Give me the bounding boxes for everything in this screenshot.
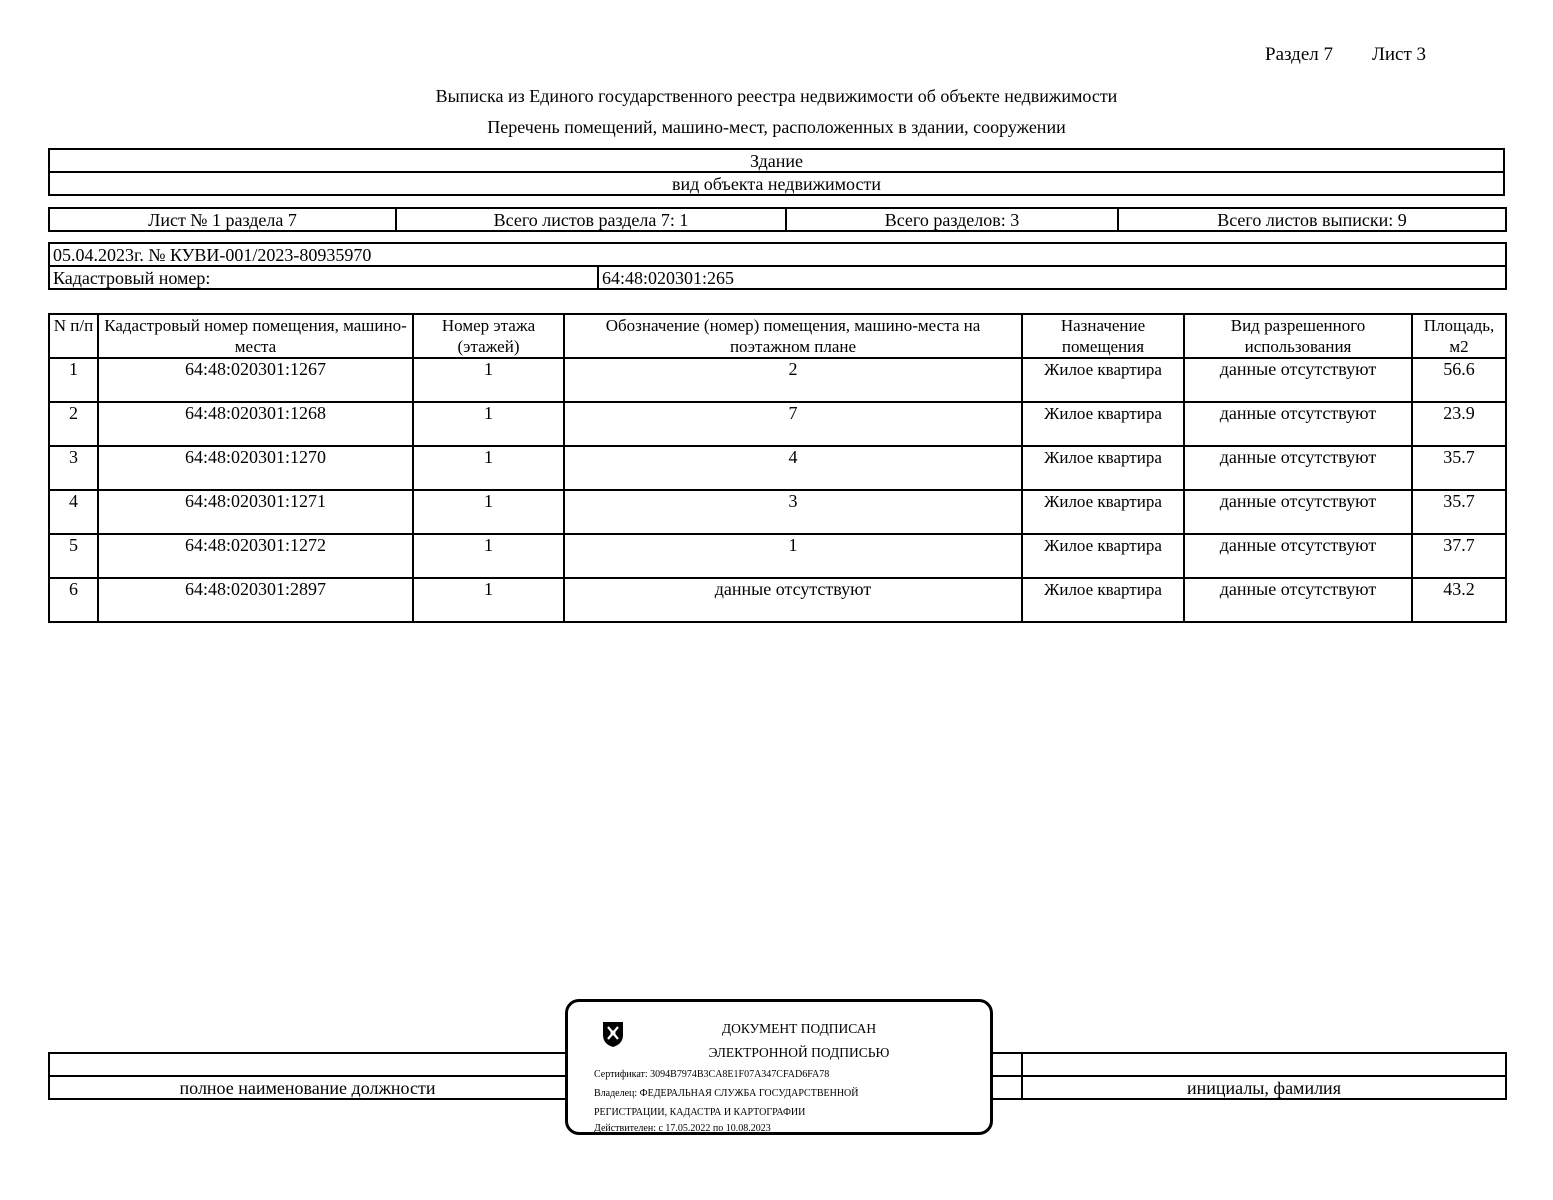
header-designation: Обозначение (номер) помещения, машино-места на поэтажном плане [564,314,1022,358]
sheet-info-table [48,207,1507,232]
cell-area: 35.7 [1412,446,1506,490]
table-row [49,490,1506,534]
stamp-owner2: РЕГИСТРАЦИИ, КАДАСТРА И КАРТОГРАФИИ [594,1107,806,1118]
stamp-cert: Сертификат: 3094B7974B3CA8E1F07A347CFAD6FA78 [594,1069,830,1080]
cadastral-value: 64:48:020301:265 [598,266,1506,289]
cell-floor: 1 [413,446,564,490]
cell-use: данные отсутствуют [1184,446,1412,490]
name-blank [1022,1053,1506,1076]
header-floor: Номер этажа (этажей) [413,314,564,358]
cell-n: 6 [49,578,98,622]
cell-use: данные отсутствуют [1184,402,1412,446]
cell-floor: 1 [413,534,564,578]
position-blank [49,1053,566,1076]
cell-designation: 4 [564,446,1022,490]
stamp-line2: ЭЛЕКТРОННОЙ ПОДПИСЬЮ [708,1045,890,1060]
total-sheets-section: Всего листов раздела 7: 1 [396,208,786,231]
cell-use: данные отсутствуют [1184,358,1412,402]
premises-table [48,313,1507,623]
cell-use: данные отсутствуют [1184,534,1412,578]
cell-n: 3 [49,446,98,490]
document-subtitle: Перечень помещений, машино-мест, расположенных в здании, сооружении [487,117,1066,137]
cell-floor: 1 [413,490,564,534]
cell-cadastral: 64:48:020301:1268 [98,402,413,446]
table-row [49,358,1506,402]
cadastral-label: Кадастровый номер: [49,266,598,289]
cell-area: 43.2 [1412,578,1506,622]
cell-designation: данные отсутствуют [564,578,1022,622]
cell-designation: 7 [564,402,1022,446]
table-header-row [49,314,1506,358]
doc-info-table [48,242,1507,290]
header-use: Вид разрешенного использования [1184,314,1412,358]
cell-n: 1 [49,358,98,402]
cell-purpose: Жилое квартира [1022,578,1184,622]
total-sections: Всего разделов: 3 [786,208,1118,231]
cell-purpose: Жилое квартира [1022,446,1184,490]
name-label: инициалы, фамилия [1022,1076,1506,1099]
section-label: Раздел 7 [1265,44,1333,65]
cell-cadastral: 64:48:020301:1267 [98,358,413,402]
cell-use: данные отсутствуют [1184,578,1412,622]
cell-area: 35.7 [1412,490,1506,534]
header-cadastral: Кадастровый номер помещения, машино-места [98,314,413,358]
table-row [49,578,1506,622]
table-row [49,446,1506,490]
cell-use: данные отсутствуют [1184,490,1412,534]
cell-designation: 3 [564,490,1022,534]
header-area: Площадь, м2 [1412,314,1506,358]
cell-designation: 2 [564,358,1022,402]
sheet-label: Лист 3 [1372,44,1427,65]
header-n: N п/п [49,314,98,358]
cell-area: 56.6 [1412,358,1506,402]
cell-floor: 1 [413,402,564,446]
stamp-line1: ДОКУМЕНТ ПОДПИСАН [721,1021,877,1036]
sheet-number: Лист № 1 раздела 7 [49,208,396,231]
stamp-valid: Действителен: с 17.05.2022 по 10.08.2023 [594,1123,771,1134]
cell-purpose: Жилое квартира [1022,534,1184,578]
table-row [49,534,1506,578]
doc-date-number: 05.04.2023г. № КУВИ-001/2023-80935970 [49,243,1506,266]
cell-cadastral: 64:48:020301:1270 [98,446,413,490]
electronic-signature-stamp [565,999,993,1135]
document-title: Выписка из Единого государственного реестра недвижимости об объекте недвижимости [435,86,1118,106]
table-row [49,402,1506,446]
cell-area: 37.7 [1412,534,1506,578]
cell-cadastral: 64:48:020301:2897 [98,578,413,622]
cell-n: 5 [49,534,98,578]
cell-cadastral: 64:48:020301:1272 [98,534,413,578]
cell-area: 23.9 [1412,402,1506,446]
cell-floor: 1 [413,578,564,622]
cell-purpose: Жилое квартира [1022,490,1184,534]
cell-purpose: Жилое квартира [1022,402,1184,446]
cell-n: 4 [49,490,98,534]
header-purpose: Назначение помещения [1022,314,1184,358]
cell-purpose: Жилое квартира [1022,358,1184,402]
stamp-owner1: Владелец: ФЕДЕРАЛЬНАЯ СЛУЖБА ГОСУДАРСТВЕННОЙ [594,1088,859,1099]
cell-n: 2 [49,402,98,446]
cell-cadastral: 64:48:020301:1271 [98,490,413,534]
object-name: Здание [49,149,1504,172]
object-table [48,148,1505,196]
object-kind-label: вид объекта недвижимости [49,172,1504,195]
cell-floor: 1 [413,358,564,402]
cell-designation: 1 [564,534,1022,578]
total-sheets-extract: Всего листов выписки: 9 [1118,208,1506,231]
position-label: полное наименование должности [49,1076,566,1099]
